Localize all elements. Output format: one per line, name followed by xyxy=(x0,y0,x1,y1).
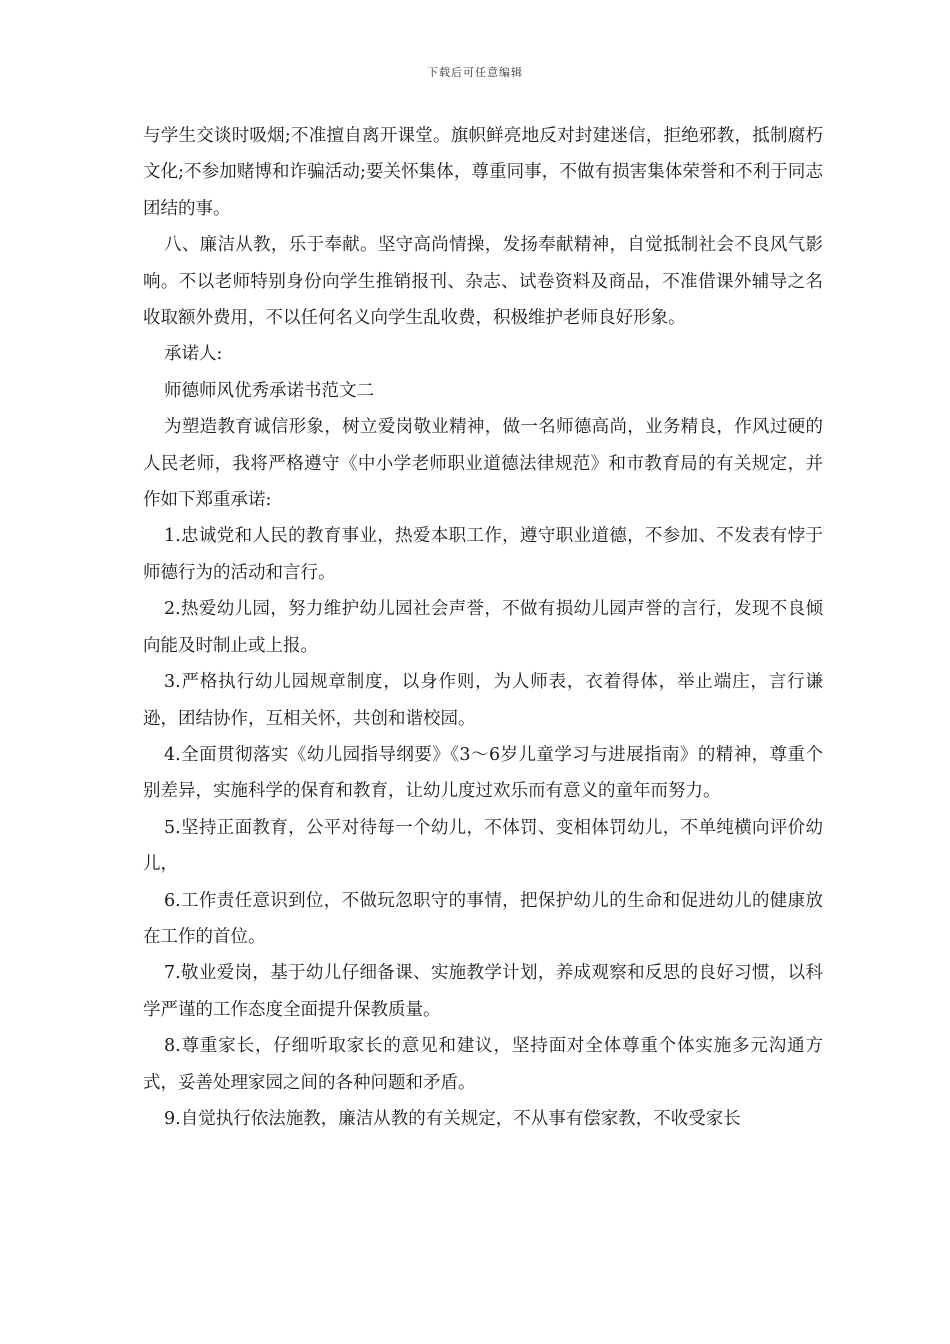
paragraph-2: 八、廉洁从教，乐于奉献。坚守高尚情操，发扬奉献精神，自觉抵制社会不良风气影响。不以老师特别身份向学生推销报刊、杂志、试卷资料及商品，不准借课外辅导之名收取额外费用，不以任何名义向学生乱收费，积极维护老师良好形象。 xyxy=(143,235,823,329)
paragraph-intro: 为塑造教育诚信形象，树立爱岗敬业精神，做一名师德高尚，业务精良，作风过硬的人民老师，我将严格遵守《中小学老师职业道德法律规范》和市教育局的有关规定，并作如下郑重承诺: xyxy=(143,417,823,511)
commitment-item-3: 3.严格执行幼儿园规章制度，以身作则，为人师表，衣着得体，举止端庄，言行谦逊，团结协作，互相关怀，共创和谐校园。 xyxy=(143,672,823,729)
commitment-item-5: 5.坚持正面教育，公平对待每一个幼儿，不体罚、变相体罚幼儿，不单纯横向评价幼儿， xyxy=(143,817,823,875)
commitment-item-6: 6.工作责任意识到位，不做玩忽职守的事情，把保护幼儿的生命和促进幼儿的健康放在工作的首位。 xyxy=(143,890,823,947)
document-body xyxy=(143,118,823,1137)
signatory-line: 承诺人: xyxy=(164,344,223,365)
commitment-item-4: 4.全面贯彻落实《幼儿园指导纲要》《3～6岁儿童学习与进展指南》的精神，尊重个别差异，实施科学的保育和教育，让幼儿度过欢乐而有意义的童年而努力。 xyxy=(143,744,823,802)
commitment-item-8: 8.尊重家长，仔细听取家长的意见和建议，坚持面对全体尊重个体实施多元沟通方式，妥善处理家园之间的各种问题和矛盾。 xyxy=(143,1036,823,1093)
commitment-item-9: 9.自觉执行依法施教，廉洁从教的有关规定，不从事有偿家教，不收受家长 xyxy=(164,1108,741,1129)
commitment-item-1: 1.忠诚党和人民的教育事业，热爱本职工作，遵守职业道德，不参加、不发表有悖于师德行为的活动和言行。 xyxy=(143,526,823,583)
section-title: 师德师风优秀承诺书范文二 xyxy=(164,380,374,401)
commitment-item-2: 2.热爱幼儿园，努力维护幼儿园社会声誉，不做有损幼儿园声誉的言行，发现不良倾向能及时制止或上报。 xyxy=(143,599,823,656)
page-header: 下载后可任意编辑 xyxy=(427,66,523,79)
paragraph-1: 与学生交谈时吸烟;不准擅自离开课堂。旗帜鲜亮地反对封建迷信，拒绝邪教，抵制腐朽文化;不参加赌博和诈骗活动;要关怀集体，尊重同事，不做有损害集体荣誉和不利于同志团结的事。 xyxy=(143,126,823,219)
commitment-item-7: 7.敬业爱岗，基于幼儿仔细备课、实施教学计划，养成观察和反思的良好习惯，以科学严谨的工作态度全面提升保教质量。 xyxy=(143,963,823,1020)
